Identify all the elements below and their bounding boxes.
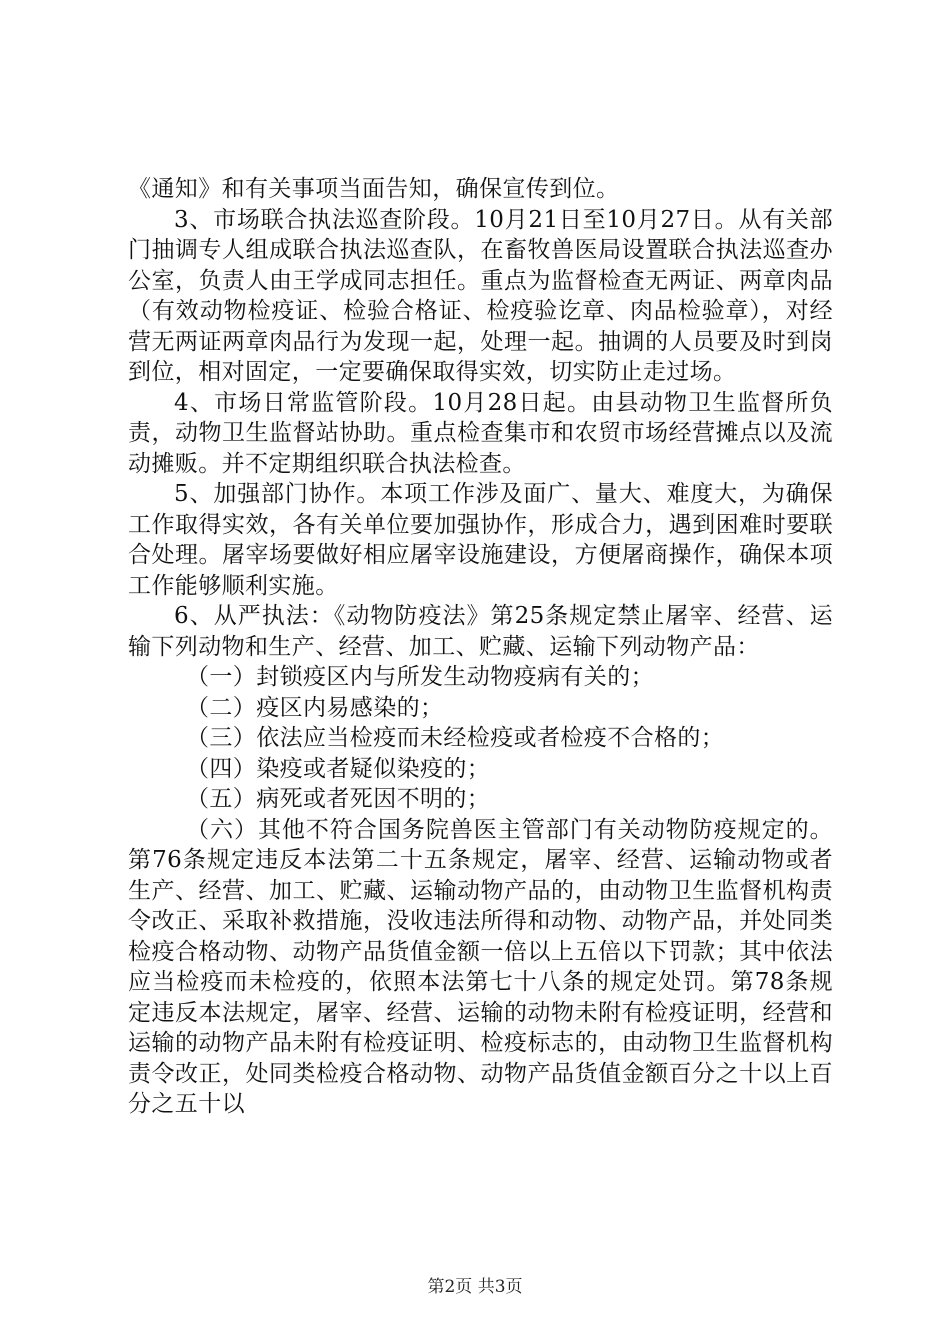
list-item-5: （五）病死或者死因不明的； [186, 786, 491, 812]
page-footer: 第2页 共3页 [427, 1277, 523, 1297]
list-item-4: （四）染疫或者疑似染疫的； [186, 755, 491, 782]
paragraph-continuation: 《通知》和有关事项当面告知，确保宣传到位。 [128, 176, 620, 202]
list-item-1: （一）封锁疫区内与所发生动物疫病有关的； [186, 664, 654, 690]
list-item-3: （三）依法应当检疫而未经检疫或者检疫不合格的； [186, 725, 725, 751]
paragraph-item-4: 4、市场日常监管阶段。10月28日起。由县动物卫生监督所负责，动物卫生监督站协助。重点检查集市和农贸市场经营摊点以及流动摊贩。并不定期组织联合执法检查。 [128, 389, 833, 477]
paragraph-item-5: 5、加强部门协作。本项工作涉及面广、量大、难度大，为确保工作取得实效，各有关单位要加强协作，形成合力，遇到困难时要联合处理。屠宰场要做好相应屠宰设施建设，方便屠商操作，确保本项工作能够顺利实施。 [128, 481, 833, 599]
paragraph-item-6: 6、从严执法：《动物防疫法》第25条规定禁止屠宰、经营、运输下列动物和生产、经营、加工、贮藏、运输下列动物产品： [128, 603, 833, 660]
paragraph-item-3: 3、市场联合执法巡查阶段。10月21日至10月27日。从有关部门抽调专人组成联合执法巡查队，在畜牧兽医局设置联合执法巡查办公室，负责人由王学成同志担任。重点为监督检查无两证、两章肉品（有效动物检疫证、检验合格证、检疫验讫章、肉品检验章），对经营无两证两章肉品行为发现一起，处理一起。抽调的人员要及时到岗到位，相对固定，一定要确保取得实效，切实防止走过场。 [128, 206, 833, 385]
list-item-2: （二）疫区内易感染的； [186, 694, 444, 721]
document-body [128, 174, 833, 1120]
list-item-6: （六）其他不符合国务院兽医主管部门有关动物防疫规定的。第76条规定违反本法第二十五条规定，屠宰、经营、运输动物或者生产、经营、加工、贮藏、运输动物产品的，由动物卫生监督机构责令改正、采取补救措施，没收违法所得和动物、动物产品，并处同类检疫合格动物、动物产品货值金额一倍以上五倍以下罚款；其中依法应当检疫而未检疫的，依照本法第七十八条的规定处罚。第78条规定违反本法规定，屠宰、经营、运输的动物未附有检疫证明，经营和运输的动物产品未附有检疫证明、检疫标志的，由动物卫生监督机构责令改正，处同类检疫合格动物、动物产品货值金额百分之十以上百分之五十以 [128, 816, 833, 1117]
